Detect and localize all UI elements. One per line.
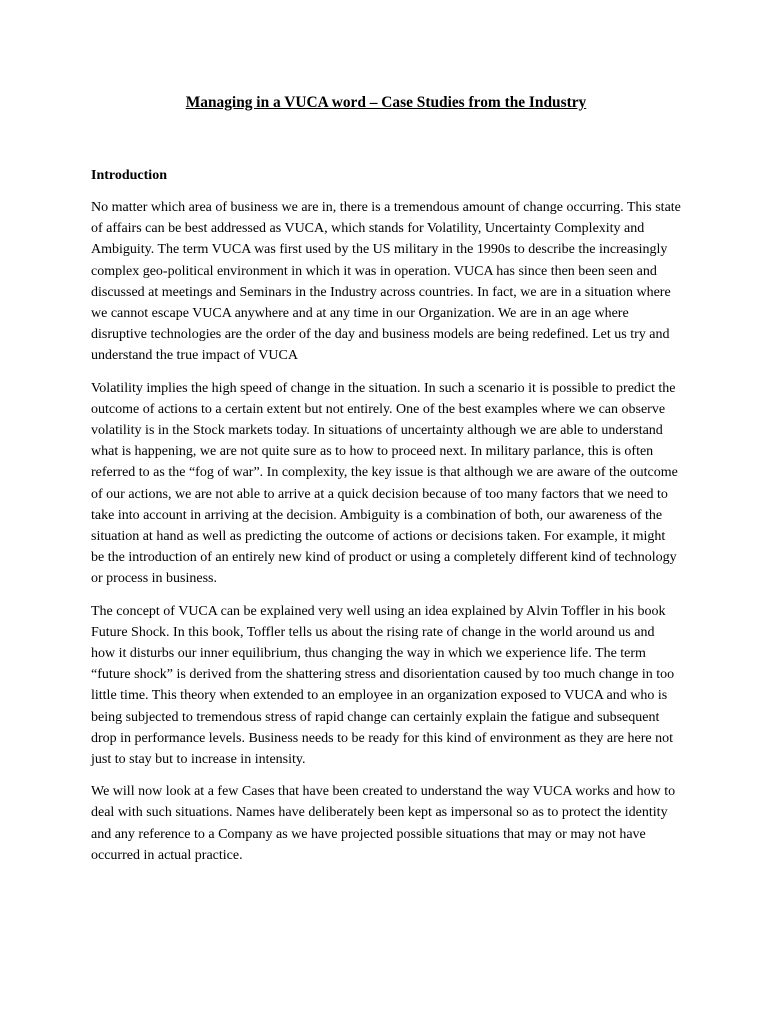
paragraph-future-shock: The concept of VUCA can be explained very well using an idea explained by Alvin Toffler in his book Future Shock. In this book, Toffler tells us about the rising rate of change in the world around us and how it disturbs our inner equilibrium, thus changing the way in which we experience life. The term “future shock” is derived from the shattering stress and disorientation caused by too much change in too little time. This theory when extended to an employee in an organization exposed to VUCA and who is being subjected to tremendous stress of rapid change can certainly explain the fatigue and subsequent drop in performance levels. Business needs to be ready for this kind of environment as they are here not just to stay but to increase in intensity. [91, 603, 675, 768]
paragraph-intro: No matter which area of business we are in, there is a tremendous amount of change occurring. This state of affairs can be best addressed as VUCA, which stands for Volatility, Uncertainty Complexity and Ambiguity. The term VUCA was first used by the US military in the 1990s to describe the increasingly complex geo-political environment in which it was in operation. VUCA has since then been seen and discussed at meetings and Seminars in the Industry across countries. In fact, we are in a situation where we cannot escape VUCA anywhere and at any time in our Organization. We are in an age where disruptive technologies are the order of the day and business models are being redefined. Let us try and understand the true impact of VUCA [91, 200, 681, 364]
document-title: Managing in a VUCA word – Case Studies from the Industry [185, 94, 587, 111]
paragraph-volatility: Volatility implies the high speed of change in the situation. In such a scenario it is possible to predict the outcome of actions to a certain extent but not entirely. One of the best examples where we can observe volatility is in the Stock markets today. In situations of uncertainty although we are able to understand what is happening, we are not quite sure as to how to proceed next. In military parlance, this is often referred to as the “fog of war”. In complexity, the key issue is that although we are aware of the outcome of our actions, we are not able to arrive at a quick decision because of too many factors that we need to take into account in arriving at the decision. Ambiguity is a combination of both, our awareness of the situation at hand as well as predicting the outcome of actions or decisions taken. For example, it might be the introduction of an entirely new kind of product or using a completely different kind of technology or process in business. [91, 380, 678, 587]
document-body [91, 92, 681, 877]
section-heading-introduction: Introduction [91, 168, 167, 183]
paragraph-case-studies: We will now look at a few Cases that have been created to understand the way VUCA works and how to deal with such situations. Names have deliberately been kept as impersonal so as to protect the identity and any reference to a Company as we have projected possible situations that may or may not have occurred in actual practice. [91, 784, 676, 863]
